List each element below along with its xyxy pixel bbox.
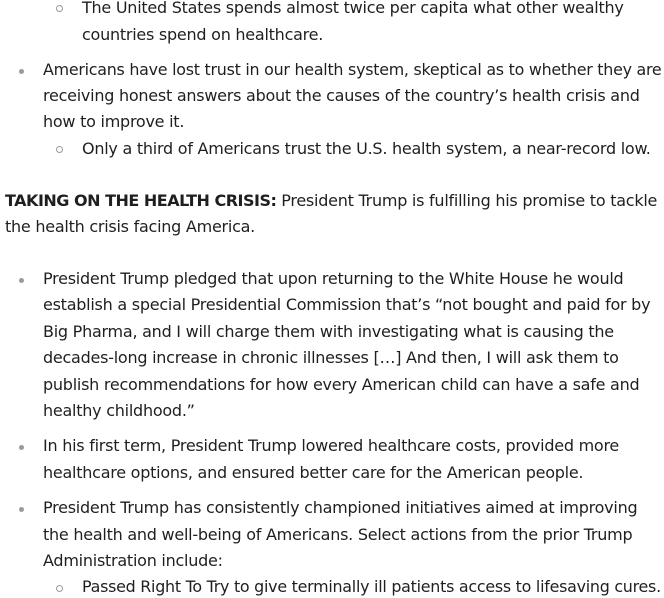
sub-bullet-marker: [56, 585, 63, 592]
bullet-text: healthy childhood.”: [43, 401, 195, 420]
bullet-text: In his first term, President Trump lowered healthcare costs, provided more: [43, 436, 620, 455]
bullet-text: how to improve it.: [43, 112, 185, 131]
bullet-marker: [19, 69, 24, 74]
sub-bullet-marker: [56, 146, 63, 153]
sub-bullet-text: Passed Right To Try to give terminally ill patients access to lifesaving cures.: [82, 577, 661, 596]
sub-bullet-text: Only a third of Americans trust the U.S. health system, a near-record low.: [82, 139, 651, 158]
sub-bullet-marker: [56, 5, 63, 12]
bullet-text: establish a special Presidential Commission that’s “not bought and paid for by: [43, 295, 651, 314]
bullet-text: receiving honest answers about the causes of the country’s health crisis and: [43, 86, 640, 105]
sub-bullet-text: The United States spends almost twice per capita what other wealthy: [82, 0, 624, 17]
bullet-text: publish recommendations for how every American child can have a safe and: [43, 375, 640, 394]
section-intro: [5, 191, 657, 211]
bullet-text: decades-long increase in chronic illnesses […] And then, I will ask them to: [43, 348, 619, 367]
bullet-text: the health and well-being of Americans. Select actions from the prior Trump: [43, 525, 633, 544]
bullet-text: Administration include:: [43, 551, 223, 570]
sub-bullet-text: countries spend on healthcare.: [82, 25, 324, 44]
bullet-text: President Trump has consistently championed initiatives aimed at improving: [43, 498, 638, 517]
bullet-marker: [19, 507, 24, 512]
section-intro-text: the health crisis facing America.: [5, 217, 255, 236]
bullet-text: President Trump pledged that upon returning to the White House he would: [43, 269, 624, 288]
section-intro-text: President Trump is fulfilling his promise to tackle: [276, 191, 658, 210]
bullet-marker: [19, 278, 24, 283]
bullet-text: Big Pharma, and I will charge them with investigating what is causing the: [43, 322, 614, 341]
bullet-text: Americans have lost trust in our health system, skeptical as to whether they are: [43, 60, 662, 79]
section-heading: TAKING ON THE HEALTH CRISIS:: [5, 191, 277, 210]
bullet-text: healthcare options, and ensured better care for the American people.: [43, 463, 584, 482]
bullet-marker: [19, 445, 24, 450]
